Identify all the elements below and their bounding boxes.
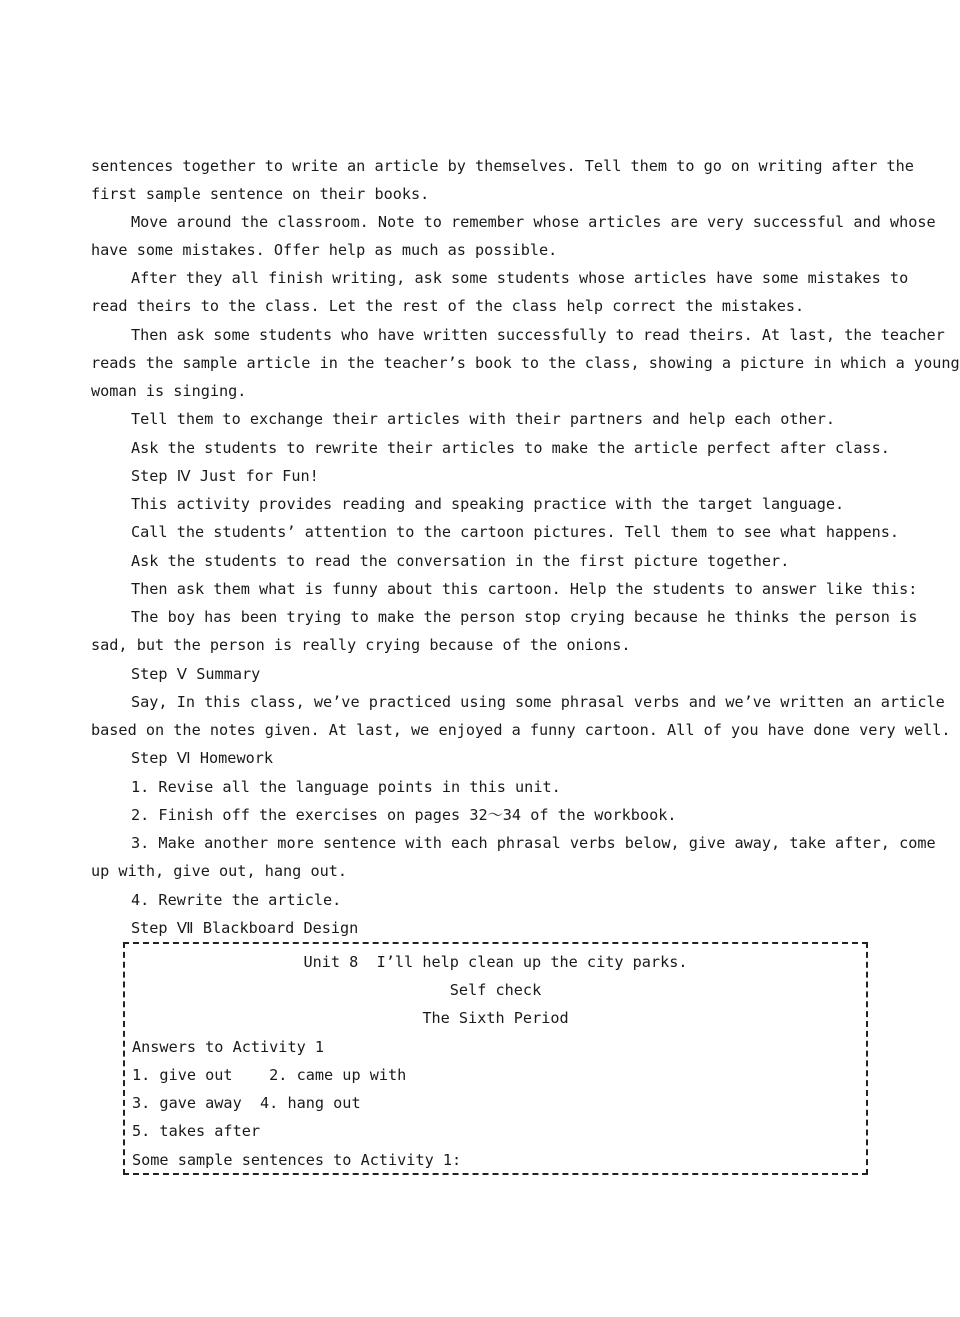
paragraph-line: The boy has been trying to make the person stop crying because he thinks the person is — [131, 608, 918, 626]
paragraph-line: After they all finish writing, ask some students whose articles have some mistakes to — [131, 269, 909, 287]
board-period: The Sixth Period — [422, 1009, 569, 1027]
board-title: Unit 8 I’ll help clean up the city parks. — [303, 953, 688, 971]
section-heading: Step Ⅶ Blackboard Design — [131, 919, 359, 937]
paragraph-line: Say, In this class, we’ve practiced using some phrasal verbs and we’ve written an article — [131, 693, 945, 711]
blackboard-design-box — [123, 942, 868, 1175]
paragraph-line: This activity provides reading and speaking practice with the target language. — [131, 495, 845, 513]
section-heading: Step Ⅴ Summary — [131, 665, 261, 683]
paragraph-line: Move around the classroom. Note to remember whose articles are very successful and whose — [131, 213, 936, 231]
paragraph-line: read theirs to the class. Let the rest of the class help correct the mistakes. — [91, 297, 805, 315]
paragraph-line: sentences together to write an article by themselves. Tell them to go on writing after the — [91, 157, 914, 175]
board-answer-line: 5. takes after — [132, 1122, 261, 1140]
board-samples-heading: Some sample sentences to Activity 1: — [132, 1151, 462, 1169]
homework-item: 1. Revise all the language points in this unit. — [131, 778, 561, 796]
paragraph-line: Then ask some students who have written successfully to read theirs. At last, the teacher — [131, 326, 945, 344]
paragraph-line: based on the notes given. At last, we enjoyed a funny cartoon. All of you have done very well. — [91, 721, 951, 739]
homework-item: 2. Finish off the exercises on pages 32～34 of the workbook. — [131, 806, 677, 824]
paragraph-line: Ask the students to read the conversation in the first picture together. — [131, 552, 790, 570]
paragraph-line: Then ask them what is funny about this cartoon. Help the students to answer like this: — [131, 580, 918, 598]
board-answers-heading: Answers to Activity 1 — [132, 1038, 325, 1056]
section-heading: Step Ⅳ Just for Fun! — [131, 467, 319, 485]
paragraph-line: Tell them to exchange their articles with their partners and help each other. — [131, 410, 836, 428]
homework-item: up with, give out, hang out. — [91, 862, 348, 880]
paragraph-line: reads the sample article in the teacher’s book to the class, showing a picture in which a young — [91, 354, 960, 372]
homework-item: 3. Make another more sentence with each phrasal verbs below, give away, take after, come — [131, 834, 936, 852]
paragraph-line: Call the students’ attention to the cartoon pictures. Tell them to see what happens. — [131, 523, 900, 541]
section-heading: Step Ⅵ Homework — [131, 749, 274, 767]
paragraph-line: first sample sentence on their books. — [91, 185, 430, 203]
paragraph-line: Ask the students to rewrite their articles to make the article perfect after class. — [131, 439, 890, 457]
board-answer-line: 3. gave away 4. hang out — [132, 1094, 361, 1112]
board-answer-line: 1. give out 2. came up with — [132, 1066, 407, 1084]
paragraph-line: sad, but the person is really crying because of the onions. — [91, 636, 631, 654]
paragraph-line: woman is singing. — [91, 382, 247, 400]
homework-item: 4. Rewrite the article. — [131, 891, 342, 909]
board-subtitle: Self check — [449, 981, 542, 999]
paragraph-line: have some mistakes. Offer help as much as possible. — [91, 241, 558, 259]
